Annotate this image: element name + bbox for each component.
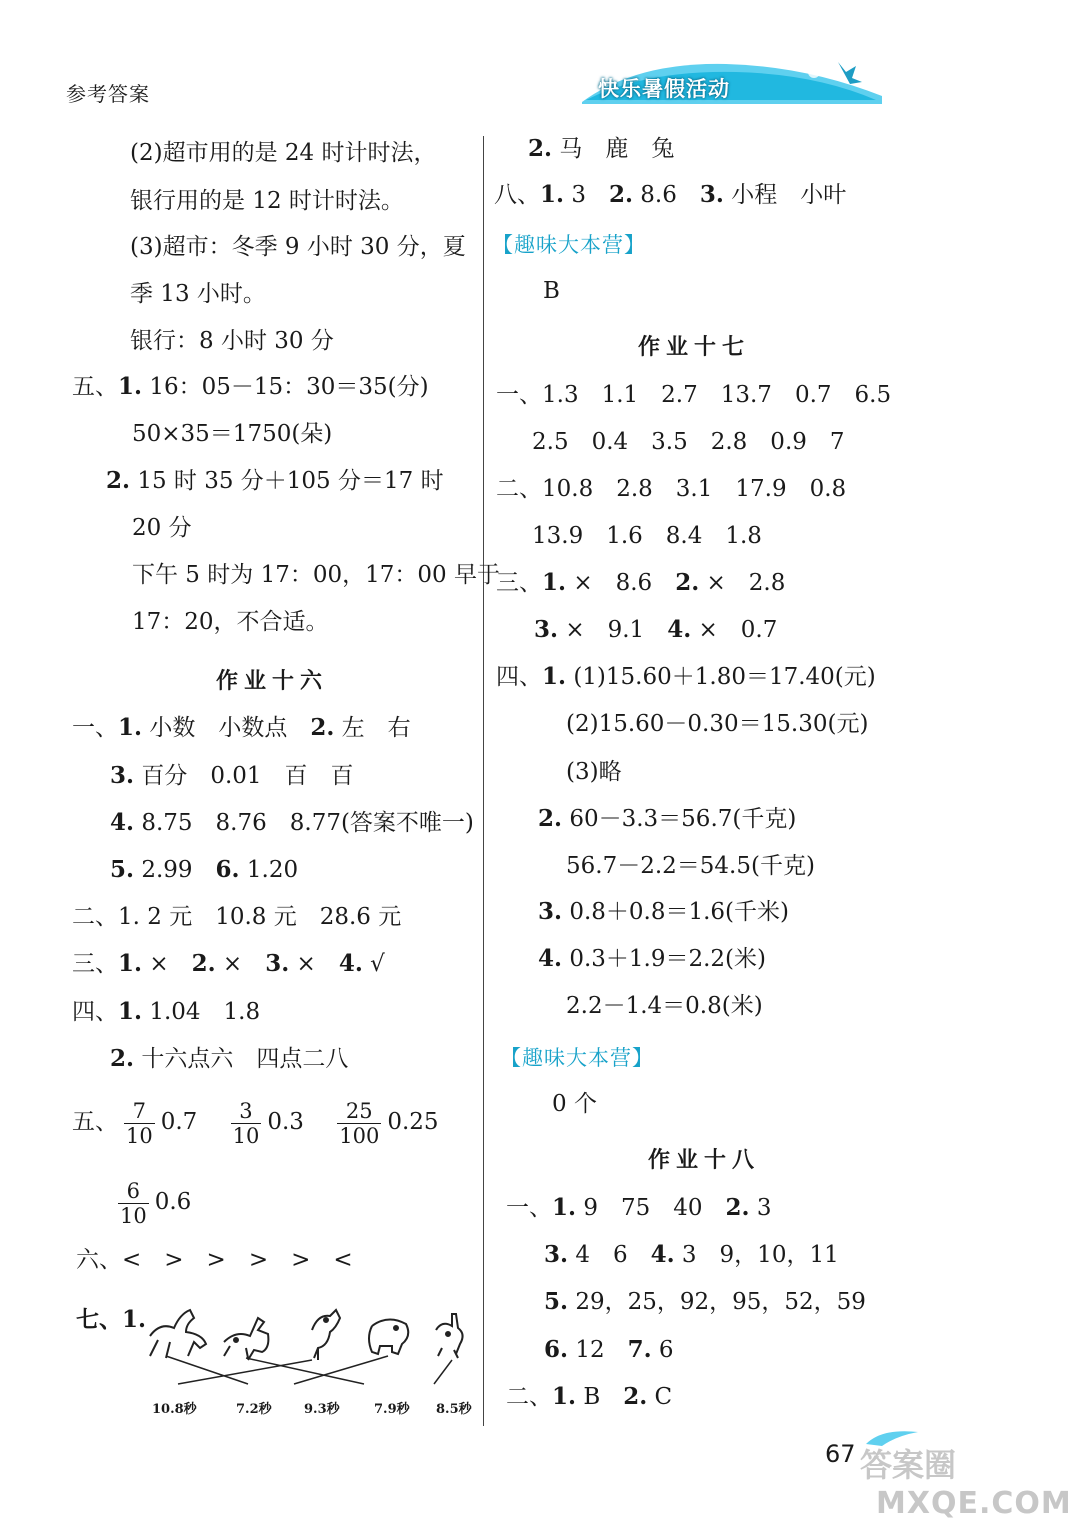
time-label: 9.3秒 [304,1402,340,1417]
answer-line [72,714,411,742]
answer-text: × 9.1 [558,617,668,643]
item-number: 1. [552,1383,577,1410]
answer-line: (2)15.60－0.30＝15.30(元) [566,711,869,737]
matching-label: 七、1. [76,1306,147,1333]
answer-text: B [576,1384,624,1410]
answer-line: 二、10.8 2.8 3.1 17.9 0.8 [496,476,847,502]
item-number: 3. [110,762,135,789]
item-number: 2. [623,1383,648,1410]
assignment-heading: 作业十七 [638,334,751,360]
assignment-heading: 作业十八 [648,1147,761,1173]
item-number: 6. [215,856,240,883]
time-label: 8.5秒 [436,1402,472,1417]
section-prefix: 二、 [506,1384,552,1410]
numerator: 25 [337,1099,381,1124]
answer-line [544,1241,839,1269]
item-number: 6. [544,1336,569,1363]
answer-line: 银行用的是 12 时计时法。 [130,188,404,214]
answer-text: 15 时 35 分＋105 分＝17 时 [130,468,444,494]
answer-text: 9 75 40 [576,1195,726,1221]
answer-line [538,898,789,926]
fraction [118,1179,149,1228]
answer-line: 13.9 1.6 8.4 1.8 [532,523,762,549]
answer-line [528,135,674,163]
section-prefix: 三、 [72,951,118,977]
answer-line [496,663,876,691]
answer-line [544,1288,866,1316]
column-divider [483,136,484,1426]
answer-text: × [215,951,266,977]
section-prefix: 一、 [506,1195,552,1221]
fraction [231,1099,262,1148]
item-number: 5. [544,1288,569,1315]
item-number: 1. [118,950,143,977]
answer-line [506,1383,672,1411]
answer-text: 8.6 [632,182,700,208]
answer-text: × [289,951,339,977]
page-number: 67 [825,1440,856,1468]
answer-line [538,945,766,973]
answer-text: 左 右 [334,715,411,741]
numerator: 6 [118,1179,149,1204]
answer-line: 50×35＝1750(朵) [132,421,333,447]
item-number: 3. [265,950,290,977]
assignment-heading: 作业十六 [216,668,329,694]
answer-line: 一、1.3 1.1 2.7 13.7 0.7 6.5 [496,382,892,408]
denominator: 10 [126,1123,153,1148]
answer-text: 2.99 [134,857,216,883]
fraction-row [72,1094,439,1150]
answer-line: (3)略 [566,759,622,785]
answer-line: 2.5 0.4 3.5 2.8 0.9 7 [532,429,845,455]
answer-text: 6 [651,1337,674,1363]
item-number: 2. [608,181,633,208]
answer-text: 4 6 [568,1242,651,1268]
answer-line: (2)超市用的是 24 时计时法， [130,140,437,166]
decimal-value: 0.25 [387,1109,439,1135]
elephant-icon [369,1319,408,1354]
answer-line: 20 分 [132,515,192,541]
time-label: 7.9秒 [374,1402,410,1417]
answer-text: 0.3＋1.9＝2.2(米) [562,946,767,972]
answer-line: 2.2－1.4＝0.8(米) [566,993,763,1019]
answer-line [106,467,444,495]
answer-text: 8.75 8.76 8.77(答案不唯一) [134,810,474,836]
answer-line: (3)超市：冬季 9 小时 30 分，夏 [130,234,466,260]
answer-text: C [647,1384,673,1410]
item-number: 7. [627,1336,652,1363]
decimal-value: 0.7 [160,1109,198,1135]
answer-text: 0.8＋0.8＝1.6(千米) [562,899,790,925]
section-prefix: 五、 [72,374,118,400]
answer-line: 0 个 [552,1091,597,1117]
section-prefix: 四、 [72,999,118,1025]
banner-title: 快乐暑假活动 [598,76,730,101]
item-number: 1. [542,569,567,596]
answer-text: 小数 小数点 [142,715,311,741]
answer-text: × 8.6 [566,570,676,596]
item-number: 1. [552,1194,577,1221]
answer-text: 小程 小叶 [723,182,847,208]
numerator: 3 [231,1099,262,1124]
header-title: 参考答案 [66,82,150,106]
item-number: 2. [110,1045,135,1072]
answer-text: 百分 0.01 百 百 [134,763,354,789]
item-number: 4. [538,945,563,972]
answer-text: 60－3.3＝56.7(千克) [562,806,797,832]
answer-line [110,856,298,884]
fraction [337,1099,381,1148]
answer-line [494,181,846,209]
item-number: 3. [544,1241,569,1268]
answer-text: 16：05－15：30＝35(分) [142,374,429,400]
item-number: 1. [540,181,565,208]
answer-line [544,1336,674,1364]
denominator: 10 [120,1203,147,1228]
matching-lines [166,1356,452,1384]
answer-line: 银行：8 小时 30 分 [130,328,334,354]
answer-line [538,805,796,833]
decimal-value: 0.3 [267,1109,304,1135]
item-number: 4. [110,809,135,836]
item-number: 1. [542,663,567,690]
fraction [124,1099,155,1148]
answer-text: 12 [568,1337,628,1363]
answer-line: 56.7－2.2＝54.5(千克) [566,853,815,879]
answer-line: 二、1. 2 元 10.8 元 28.6 元 [72,904,402,930]
answer-text: 1.20 [239,857,299,883]
deer-icon [224,1318,268,1360]
answer-line [534,616,777,644]
goat-icon [312,1310,340,1360]
item-number: 4. [650,1241,675,1268]
item-number: 2. [191,950,216,977]
answer-text: 3 [749,1195,772,1221]
section-five [72,373,429,401]
item-number: 2. [310,714,335,741]
answer-line [496,569,785,597]
comparison-line: 六、< > > > > < [76,1247,353,1273]
answer-text: × 0.7 [691,617,778,643]
section-prefix: 三、 [496,570,542,596]
answer-text: (1)15.60＋1.80＝17.40(元) [566,664,876,690]
answer-line [110,762,354,790]
answer-text: √ [362,951,385,977]
item-number: 2. [675,569,700,596]
answer-line: B [543,278,560,304]
denominator: 10 [232,1123,260,1148]
answer-text: 29，25，92，95，52，59 [568,1289,866,1315]
item-number: 1. [118,373,143,400]
fraction-row [112,1174,191,1230]
time-label: 10.8秒 [152,1402,197,1417]
answer-line: 下午 5 时为 17：00，17：00 早于 [132,562,500,588]
item-number: 2. [725,1194,750,1221]
answer-text: 3 9，10，11 [674,1242,839,1268]
section-prefix: 一、 [72,715,118,741]
answer-line [506,1194,771,1222]
section-prefix: 五、 [72,1109,118,1135]
watermark-url: MXQE.COM [876,1486,1072,1521]
answer-text: × 2.8 [699,570,786,596]
answer-line [72,950,385,978]
time-label: 7.2秒 [236,1402,272,1417]
horse-icon [150,1310,206,1358]
fun-camp-label: 【趣味大本营】 [500,1046,654,1070]
answer-text: 十六点六 四点二八 [134,1046,349,1072]
item-number: 3. [699,181,724,208]
watermark-logo: 答案圈 [860,1446,957,1484]
section-prefix: 四、 [496,664,542,690]
item-number: 2. [538,805,563,832]
answer-text: 马 鹿 兔 [552,136,675,162]
animal-matching-illustration [136,1290,476,1394]
decimal-value: 0.6 [154,1189,192,1215]
item-number: 1. [118,714,143,741]
answer-line [110,1045,348,1073]
item-number: 2. [528,135,553,162]
item-number: 1. [118,998,143,1025]
numerator: 7 [124,1099,155,1124]
item-number: 4. [338,950,363,977]
section-prefix: 八、 [494,182,540,208]
answer-text: × [142,951,192,977]
rabbit-icon [436,1314,463,1358]
answer-line: 17：20，不合适。 [132,609,329,635]
answer-line: 季 13 小时。 [130,281,266,307]
item-number: 5. [110,856,135,883]
denominator: 100 [339,1123,380,1148]
answer-text: 1.04 1.8 [142,999,261,1025]
fun-camp-label: 【趣味大本营】 [492,233,646,257]
item-number: 3. [534,616,559,643]
item-number: 2. [106,467,131,494]
answer-line [110,809,474,837]
answer-line [72,998,260,1026]
item-number: 3. [538,898,563,925]
answer-text: 3 [564,182,609,208]
item-number: 4. [667,616,692,643]
